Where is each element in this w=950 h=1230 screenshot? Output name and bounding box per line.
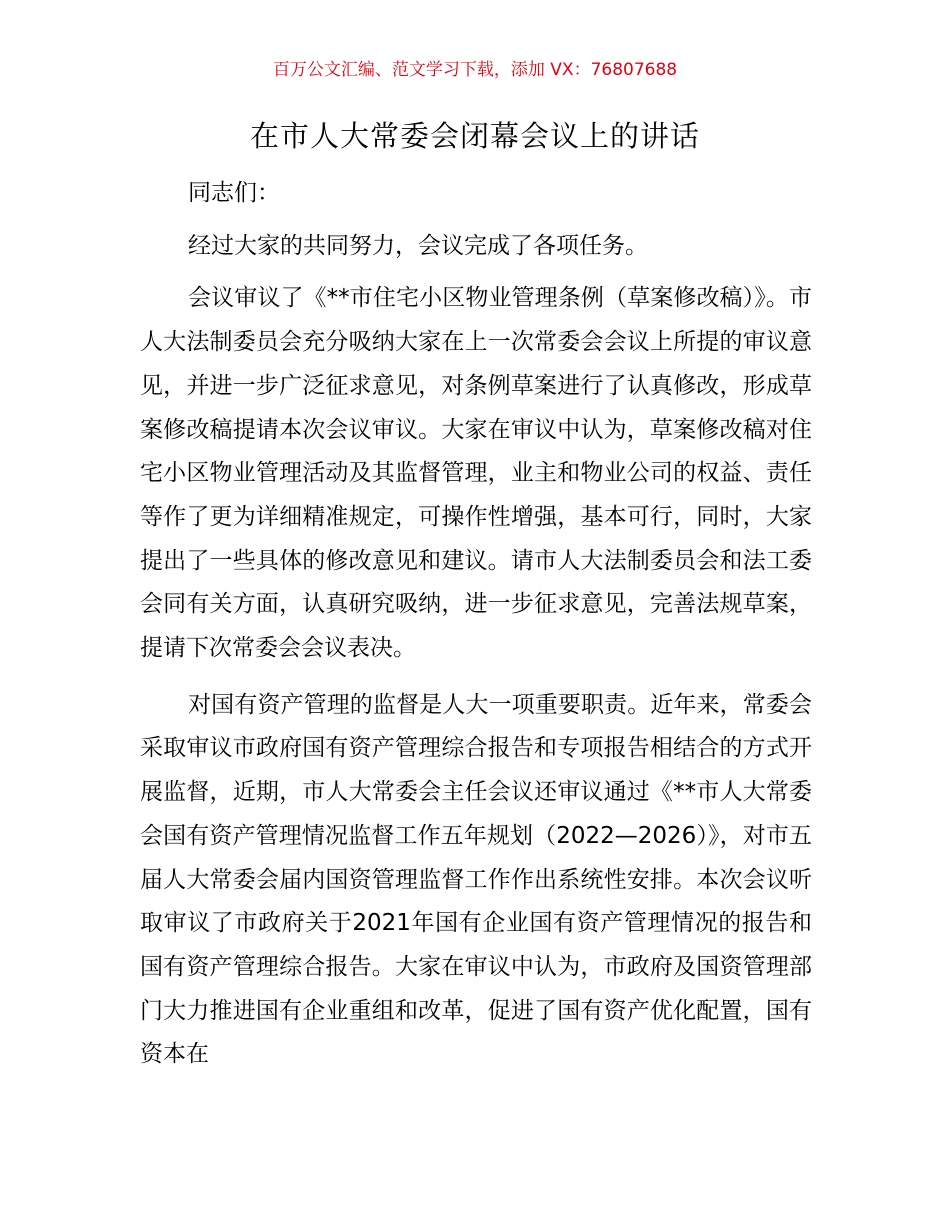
paragraph-2: 会议审议了《**市住宅小区物业管理条例（草案修改稿）》。市人大法制委员会充分吸纳大家在上一次常委会会议上所提的审议意见，并进一步广泛征求意见，对条例草案进行了认真修改，形成草案修改稿提请本次会议审议。大家在审议中认为，草案修改稿对住宅小区物业管理活动及其监督管理，业主和物业公司的权益、责任等作了更为详细精准规定，可操作性增强，基本可行，同时，大家提出了一些具体的修改意见和建议。请市人大法制委员会和法工委会同有关方面，认真研究吸纳，进一步征求意见，完善法规草案，提请下次常委会会议表决。 bbox=[140, 285, 812, 662]
document-title: 在市人大常委会闭幕会议上的讲话 bbox=[249, 119, 700, 153]
salutation: 同志们： bbox=[188, 180, 280, 206]
paragraph-1: 经过大家的共同努力，会议完成了各项任务。 bbox=[188, 232, 648, 259]
header-banner: 百万公文汇编、范文学习下载，添加 VX：76807688 bbox=[272, 60, 678, 80]
document-body bbox=[140, 172, 812, 1077]
paragraph-3: 对国有资产管理的监督是人大一项重要职责。近年来，常委会采取审议市政府国有资产管理综合报告和专项报告相结合的方式开展监督，近期，市人大常委会主任会议还审议通过《**市人大常委会国有资产管理情况监督工作五年规划（2022—2026）》，对市五届人大常委会届内国资管理监督工作作出系统性安排。本次会议听取审议了市政府关于2021年国有企业国有资产管理情况的报告和国有资产管理综合报告。大家在审议中认为，市政府及国资管理部门大力推进国有企业重组和改革，促进了国有资产优化配置，国有资本在 bbox=[140, 691, 812, 1068]
